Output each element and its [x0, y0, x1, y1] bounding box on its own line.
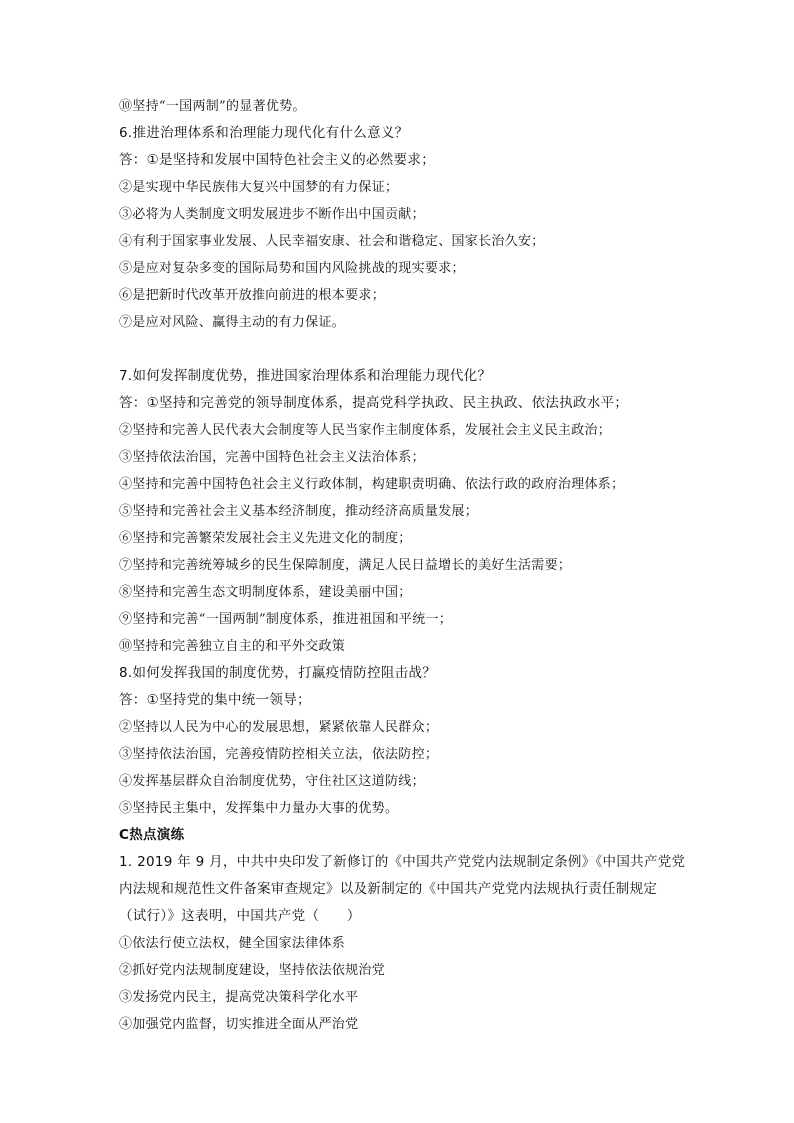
answer-6-item: ②是实现中华民族伟大复兴中国梦的有力保证；: [119, 180, 399, 195]
answer-6-item: ③必将为人类制度文明发展进步不断作出中国贡献；: [119, 207, 425, 222]
answer-7-item: ⑦坚持和完善统筹城乡的民生保障制度，满足人民日益增长的美好生活需要；: [119, 558, 572, 573]
exercise-option: ④加强党内监督，切实推进全面从严治党: [119, 1017, 359, 1032]
answer-7-first: 答：①坚持和完善党的领导制度体系，提高党科学执政、民主执政、依法执政水平；: [119, 395, 629, 411]
text-line: ⑩坚持“一国两制”的显著优势。: [119, 99, 306, 114]
answer-8-item: ④发挥基层群众自治制度优势，守住社区这道防线；: [119, 774, 425, 789]
answer-8-item: ③坚持依法治国，完善疫情防控相关立法，依法防控；: [119, 747, 439, 762]
answer-6-first: 答：①是坚持和发展中国特色社会主义的必然要求；: [119, 152, 436, 168]
exercise-option: ①依法行使立法权，健全国家法律体系: [119, 936, 346, 951]
exercise-question-line: 内法规和规范性文件备案审查规定》以及新制定的《中国共产党党内法规执行责任制规定: [119, 881, 658, 897]
answer-7-item: ⑨坚持和完善“一国两制”制度体系，推进祖国和平统一；: [119, 612, 453, 627]
question-6: 6.推进治理体系和治理能力现代化有什么意义？: [119, 125, 409, 141]
exercise-option: ③发扬党内民主，提高党决策科学化水平: [119, 990, 359, 1005]
exercise-question-line: （试行）》这表明，中国共产党（ ）: [119, 908, 361, 924]
section-heading: C热点演练: [119, 827, 185, 843]
answer-6-item: ④有利于国家事业发展、人民幸福安康、社会和谐稳定、国家长治久安；: [119, 234, 545, 249]
question-8: 8.如何发挥我国的制度优势，打赢疫情防控阻击战？: [119, 665, 437, 681]
answer-8-item: ②坚持以人民为中心的发展思想，紧紧依靠人民群众；: [119, 720, 439, 735]
answer-7-item: ②坚持和完善人民代表大会制度等人民当家作主制度体系，发展社会主义民主政治；: [119, 423, 612, 438]
answer-8-item: ⑤坚持民主集中，发挥集中力量办大事的优势。: [119, 801, 399, 816]
answer-7-item: ⑧坚持和完善生态文明制度体系，建设美丽中国；: [119, 585, 412, 600]
answer-6-item: ⑤是应对复杂多变的国际局势和国内风险挑战的现实要求；: [119, 261, 465, 276]
exercise-option: ②抓好党内法规制度建设，坚持依法依规治党: [119, 963, 386, 978]
answer-6-item: [119, 336, 679, 363]
answer-6-item: ⑦是应对风险、赢得主动的有力保证。: [119, 315, 346, 330]
document-content: [119, 93, 686, 1038]
answer-7-item: ⑥坚持和完善繁荣发展社会主义先进文化的制度；: [119, 531, 412, 546]
answer-7-item: ③坚持依法治国，完善中国特色社会主义法治体系；: [119, 450, 425, 465]
answer-8-first: 答：①坚持党的集中统一领导；: [119, 692, 311, 708]
question-7: 7.如何发挥制度优势，推进国家治理体系和治理能力现代化？: [119, 368, 492, 384]
answer-6-item: ⑥是把新时代改革开放推向前进的根本要求；: [119, 288, 386, 303]
answer-7-item: ⑤坚持和完善社会主义基本经济制度，推动经济高质量发展；: [119, 504, 479, 519]
answer-7-item: ④坚持和完善中国特色社会主义行政体制，构建职责明确、依法行政的政府治理体系；: [119, 477, 625, 492]
answer-7-item: ⑩坚持和完善独立自主的和平外交政策: [119, 639, 346, 654]
exercise-question-line: 1. 2019 年 9 月，中共中央印发了新修订的《中国共产党党内法规制定条例》《中国共产党党: [119, 854, 686, 870]
